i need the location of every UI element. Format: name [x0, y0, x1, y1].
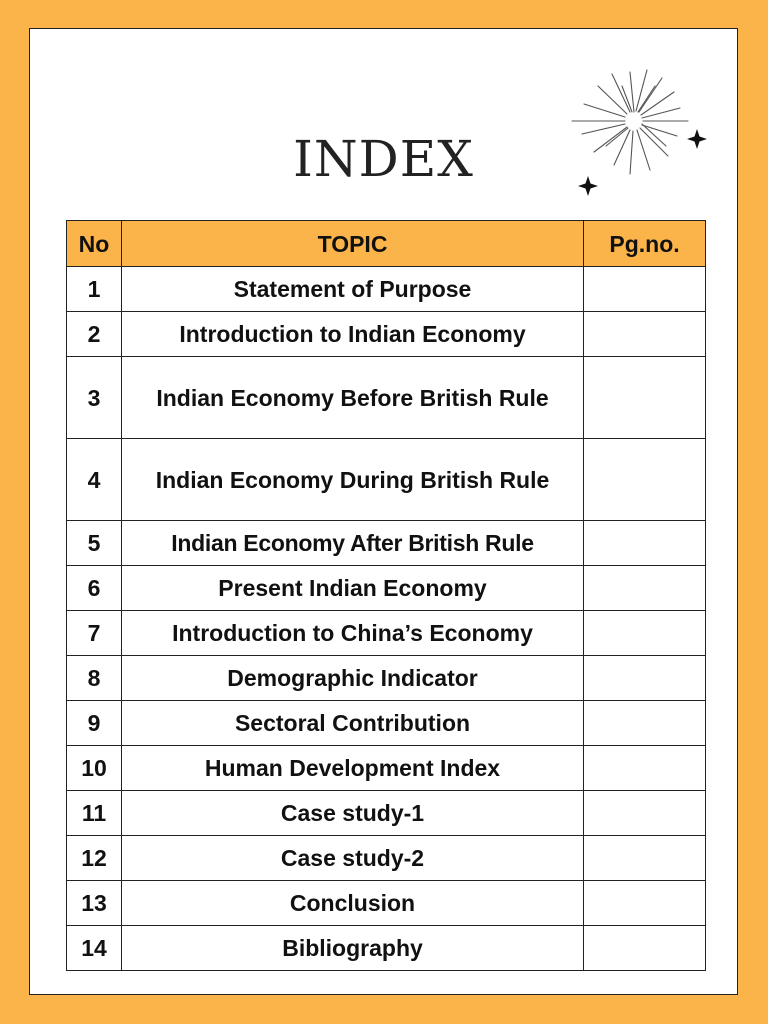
row-page-number [584, 267, 706, 312]
table-row [67, 791, 706, 836]
row-number: 13 [67, 881, 122, 926]
sparkle-icon [687, 129, 707, 149]
row-number: 8 [67, 656, 122, 701]
row-page-number [584, 746, 706, 791]
row-number: 12 [67, 836, 122, 881]
row-topic: Introduction to Indian Economy [122, 312, 584, 357]
sunburst-icon [570, 64, 720, 204]
header-no: No [67, 221, 122, 267]
row-topic: Introduction to China’s Economy [122, 611, 584, 656]
row-topic: Human Development Index [122, 746, 584, 791]
row-topic: Case study-1 [122, 791, 584, 836]
table-row [67, 566, 706, 611]
row-number: 5 [67, 521, 122, 566]
row-number: 10 [67, 746, 122, 791]
table-row [67, 656, 706, 701]
row-number: 14 [67, 926, 122, 971]
row-page-number [584, 439, 706, 521]
row-topic: Indian Economy After British Rule [122, 521, 584, 566]
row-number: 4 [67, 439, 122, 521]
table-row [67, 881, 706, 926]
row-number: 7 [67, 611, 122, 656]
row-topic: Present Indian Economy [122, 566, 584, 611]
row-number: 1 [67, 267, 122, 312]
header-page-number: Pg.no. [584, 221, 706, 267]
row-topic: Bibliography [122, 926, 584, 971]
table-row [67, 312, 706, 357]
row-topic: Statement of Purpose [122, 267, 584, 312]
row-topic: Sectoral Contribution [122, 701, 584, 746]
row-page-number [584, 521, 706, 566]
row-topic: Demographic Indicator [122, 656, 584, 701]
table-row [67, 611, 706, 656]
table-row [67, 746, 706, 791]
table-row [67, 701, 706, 746]
row-number: 3 [67, 357, 122, 439]
row-page-number [584, 701, 706, 746]
row-page-number [584, 881, 706, 926]
row-number: 2 [67, 312, 122, 357]
table-row [67, 926, 706, 971]
header-topic: TOPIC [122, 221, 584, 267]
row-page-number [584, 791, 706, 836]
index-page [29, 28, 738, 995]
row-topic: Indian Economy Before British Rule [122, 357, 584, 439]
table-row [67, 357, 706, 439]
index-table [66, 220, 706, 971]
table-row [67, 267, 706, 312]
row-topic: Indian Economy During British Rule [122, 439, 584, 521]
row-topic: Conclusion [122, 881, 584, 926]
row-number: 6 [67, 566, 122, 611]
row-number: 11 [67, 791, 122, 836]
table-row [67, 439, 706, 521]
row-topic: Case study-2 [122, 836, 584, 881]
row-page-number [584, 357, 706, 439]
row-page-number [584, 611, 706, 656]
row-page-number [584, 566, 706, 611]
row-page-number [584, 926, 706, 971]
table-row [67, 521, 706, 566]
row-number: 9 [67, 701, 122, 746]
sparkle-icon [578, 176, 598, 196]
page-title: INDEX [293, 130, 474, 188]
row-page-number [584, 656, 706, 701]
table-header-row [67, 221, 706, 267]
table-row [67, 836, 706, 881]
row-page-number [584, 836, 706, 881]
row-page-number [584, 312, 706, 357]
